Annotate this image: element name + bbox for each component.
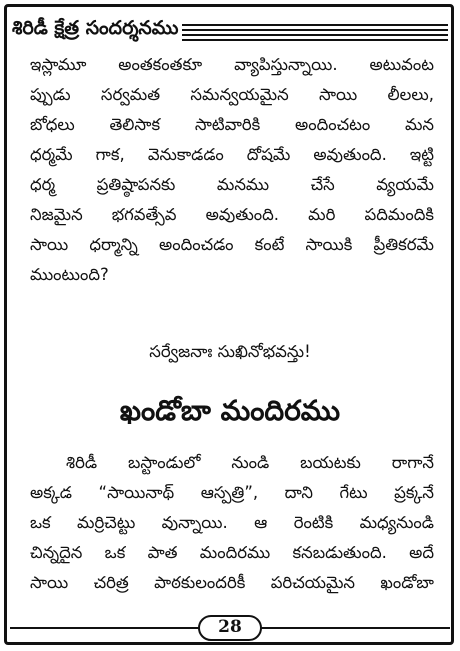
text-line: ముంటుంది? [30,265,109,284]
text-line: నిజమైన భగవత్సేవ అవుతుంది. మరి పదిమందికి [30,205,434,224]
book-title: శిరిడీ క్షేత్ర సందర్శనము [12,14,182,42]
text-line: ప్పుడు సర్వమత సమన్వయమైన సాయి లీలలు, [30,85,434,104]
text-line: చిన్నదైన ఒక పాత మందిరము కనబడుతుంది. అదే [30,543,434,562]
running-header [12,14,448,42]
paragraph-2 [30,448,434,598]
text-line: ఒక మర్రిచెట్టు వున్నాయి. ఆ రెంటికి మధ్యనుండి [30,513,434,532]
text-line: ధర్మ ప్రతిష్ఠాపనకు మనము చేసే వ్యయమే [30,175,434,194]
page-number: 28 [198,615,262,641]
text-line: సాయి ధర్మాన్ని అందించడం కంటే సాయికి ప్రీతికరమే [30,235,434,254]
text-line: బోధలు తెలిసాక సాటివారికి అందించటం మన [30,115,434,134]
paragraph-1 [30,50,434,290]
text-line: సాయి చరిత్ర పాఠకులందరికీ పరిచయమైన ఖండోబా [30,573,434,592]
text-line: శిరిడీ బస్టాండులో నుండి బయటకు రాగానే [66,453,434,472]
text-line: ధర్మమే గాక, వెనుకాడడం దోషమే అవుతుంది. ఇట్టి [30,145,434,164]
text-line: అక్కడ “సాయినాథ్ ఆస్పత్రి”, దాని గేటు ప్రక్కనే [30,483,434,502]
section-heading: ఖండోబా మందిరము [119,394,341,427]
blessing-line: సర్వేజనాః సుఖినోభవన్తు! [149,342,311,361]
text-line: ఇస్లామూ అంతకంతకూ వ్యాపిస్తున్నాయి. అటువంట [30,55,434,74]
page-footer [0,615,460,643]
